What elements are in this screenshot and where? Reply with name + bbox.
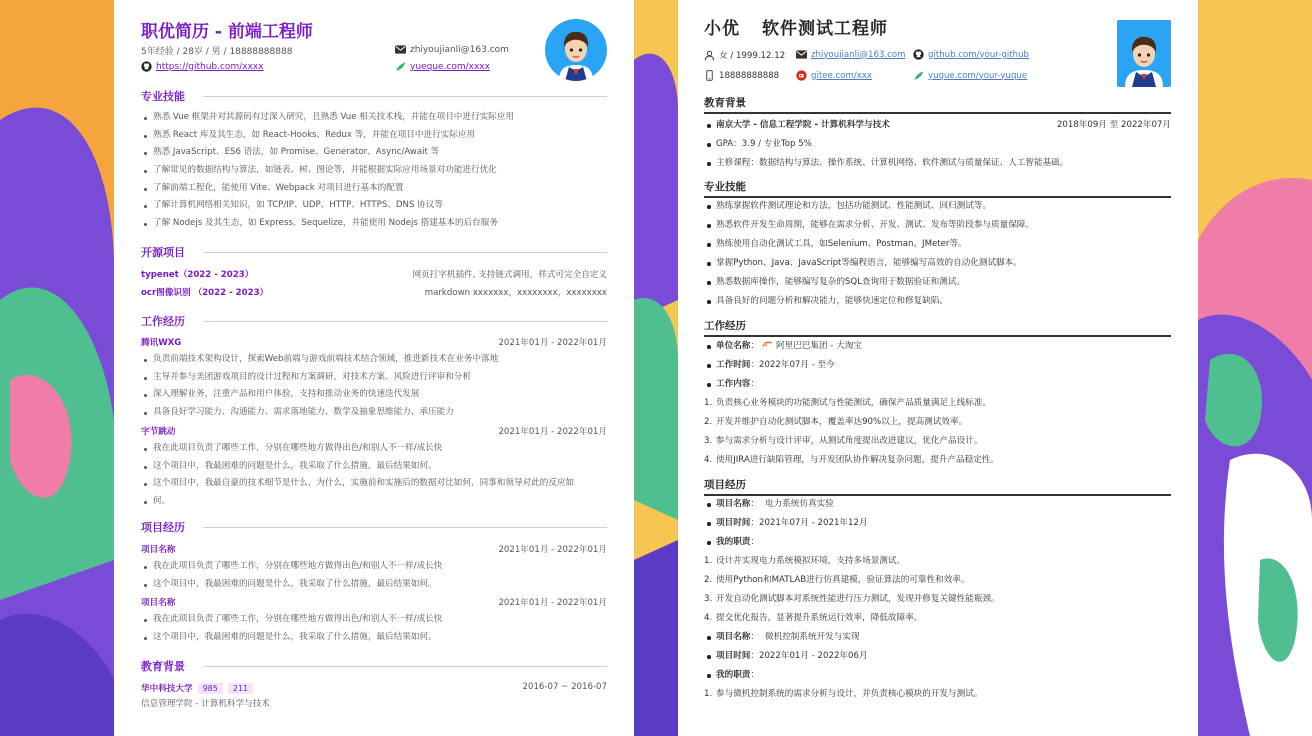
list-item: 了解 Nodejs 及其生态，如 Express、Sequelize，并能使用 Nodejs 搭建基本的后台服务	[141, 215, 514, 233]
list-item: 这个项目中，我最困难的问题是什么，我采取了什么措施，最后结果如何。	[141, 458, 574, 476]
list-item: 熟悉 React 库及其生态，如 React-Hooks、Redux 等，并能在项目中进行实际应用	[141, 127, 514, 145]
github-link[interactable]: github.com/your-github	[928, 49, 1029, 60]
list-item: 工作时间：2022年07月 - 至今	[704, 356, 1171, 375]
project-time: 2022年01月 - 2022年06月	[759, 651, 868, 661]
list-item	[704, 116, 1171, 135]
section-title: 开源项目	[141, 246, 185, 259]
gitee-icon	[796, 70, 807, 81]
section-projects: 项目经历	[704, 477, 1171, 496]
section-divider	[203, 666, 607, 667]
yuque-icon	[395, 61, 406, 72]
project-name: 电力系统仿真实验	[765, 499, 834, 509]
project-name: 项目名称	[141, 598, 176, 608]
list-item: 我在此项目负责了哪些工作，分别在哪些地方做得出色/和别人不一样/成长快	[141, 558, 442, 576]
work-list	[141, 440, 574, 511]
section-projects	[141, 519, 607, 535]
skills-list	[141, 109, 514, 233]
school-name: 南京大学 - 信息工程学院 - 计算机科学与技术	[716, 120, 890, 130]
numbered-item: 2. 使用Python和MATLAB进行仿真建模，验证算法的可靠性和效率。	[704, 575, 970, 585]
resume-title: 职优简历 - 前端工程师	[141, 22, 313, 42]
list-item: 项目名称： 微机控制系统开发与实现	[704, 628, 1171, 647]
list-item: 具备良好的问题分析和解决能力，能够快速定位和修复缺陷。	[704, 292, 1171, 311]
item-text: 设计并实现电力系统模拟环境，支持多场景测试。	[716, 556, 906, 566]
section-open-source	[141, 244, 607, 260]
item-text: 提交优化报告，显著提升系统运行效率，降低故障率。	[716, 613, 923, 623]
field-label: 单位名称	[716, 341, 751, 351]
list-item: 深入理解业务，注重产品和用户体验，支持和推动业务的快速迭代发展	[141, 386, 498, 404]
project-desc: 网页打字机插件, 支持链式调用，样式可完全自定义	[412, 270, 607, 280]
item-text: 负责核心业务模块的功能测试与性能测试，确保产品质量满足上线标准。	[716, 398, 992, 408]
resume-title	[704, 14, 888, 39]
github-link[interactable]: https://github.com/xxxx	[156, 61, 264, 72]
project-date: 2021年01月 - 2022年01月	[498, 545, 607, 555]
numbered-item: 1. 设计并实现电力系统模拟环境，支持多场景测试。	[704, 556, 906, 566]
education-major-row	[141, 697, 607, 709]
mail-icon	[395, 44, 406, 55]
school-name	[141, 682, 253, 694]
list-item: 我的职责：	[704, 666, 1171, 685]
user-icon	[704, 50, 715, 61]
project-list	[141, 611, 442, 646]
gender-birth-contact	[704, 49, 785, 61]
phone-text: 18888888888	[719, 70, 780, 81]
skills-list	[704, 197, 1171, 311]
list-item: 工作内容：	[704, 375, 1171, 394]
numbered-item: 4. 使用JIRA进行缺陷管理，与开发团队协作解决复杂问题，提升产品稳定性。	[704, 455, 999, 465]
open-source-row	[141, 286, 607, 298]
section-title: 项目经历	[141, 521, 185, 534]
yuque-link[interactable]: yuque.com/your-yuque	[928, 70, 1028, 81]
project-name: typenet（2022 - 2023）	[141, 270, 254, 280]
field-label: 项目时间	[716, 651, 751, 661]
open-source-row	[141, 268, 607, 280]
list-item: 我在此项目负责了哪些工作，分别在哪些地方做得出色/和别人不一样/成长快	[141, 440, 574, 458]
list-item: 熟悉 Vue 框架并对其源码有过深入研究，且熟悉 Vue 相关技术栈，并能在项目中进行实际应用	[141, 109, 514, 127]
field-label: 工作内容	[716, 379, 751, 389]
project-date: 2021年01月 - 2022年01月	[498, 598, 607, 608]
avatar	[545, 19, 607, 81]
list-item: 单位名称： 阿里巴巴集团 - 大淘宝	[704, 337, 1171, 356]
gitee-contact	[796, 70, 872, 81]
tag-badge: 985	[198, 683, 223, 694]
work-entry-header	[141, 336, 607, 348]
yuque-contact	[913, 70, 1027, 81]
github-icon	[141, 61, 152, 72]
avatar-illustration	[1117, 20, 1171, 87]
project-name: ocr图像识别 （2022 - 2023）	[141, 288, 269, 298]
field-label: 工作时间	[716, 360, 751, 370]
section-divider	[203, 321, 607, 322]
list-item: 熟练使用自动化测试工具，如Selenium、Postman、JMeter等。	[704, 235, 1171, 254]
avatar-illustration	[545, 19, 607, 81]
list-item: 这个项目中，我最困难的问题是什么，我采取了什么措施，最后结果如何。	[141, 629, 442, 647]
section-divider	[203, 527, 607, 528]
list-item: 项目名称： 电力系统仿真实验	[704, 495, 1171, 514]
field-label: 项目名称	[716, 499, 751, 509]
section-work: 工作经历	[704, 318, 1171, 337]
resume-right	[678, 0, 1198, 736]
project-entry-header	[141, 543, 607, 555]
company-name: 腾讯WXG	[141, 338, 182, 348]
numbered-item: 3. 参与需求分析与设计评审，从测试角度提出改进建议，优化产品设计。	[704, 436, 983, 446]
list-item: GPA：3.9 / 专业Top 5%	[704, 135, 1171, 154]
email-text: zhiyoujianli@163.com	[410, 44, 509, 55]
item-text: 使用Python和MATLAB进行仿真建模，验证算法的可靠性和效率。	[716, 575, 970, 585]
item-text: 参与微机控制系统的需求分析与设计，并负责核心模块的开发与测试。	[716, 689, 983, 699]
item-text: 参与需求分析与设计评审，从测试角度提出改进建议，优化产品设计。	[716, 436, 983, 446]
numbered-item: 2. 开发并维护自动化测试脚本，覆盖率达90%以上，提高测试效率。	[704, 417, 968, 427]
gitee-link[interactable]: gitee.com/xxx	[811, 70, 873, 81]
job-title: 软件测试工程师	[762, 19, 888, 39]
basic-info: 5年经验 / 28岁 / 男 / 18888888888	[141, 47, 293, 57]
list-item: 熟悉数据库操作，能够编写复杂的SQL查询用于数据验证和测试。	[704, 273, 1171, 292]
list-item: 了解计算机网络相关知识，如 TCP/IP、UDP、HTTP、HTTPS、DNS 协议等	[141, 197, 514, 215]
list-item-continued: 何。	[141, 493, 574, 511]
email-contact	[395, 44, 509, 55]
education-list	[704, 116, 1171, 173]
numbered-item: 3. 开发自动化测试脚本对系统性能进行压力测试，发现并修复关键性能瓶颈。	[704, 594, 1000, 604]
phone-icon	[704, 70, 715, 81]
section-title: 专业技能	[141, 90, 185, 103]
github-icon	[913, 49, 924, 60]
work-time: 2022年07月 - 至今	[759, 360, 835, 370]
company-name: 阿里巴巴集团 - 大淘宝	[776, 341, 862, 351]
education-date: 2016-07 ~ 2016-07	[522, 682, 607, 692]
person-name: 小优	[704, 19, 740, 39]
list-item: 了解前端工程化，能使用 Vite、Webpack 对项目进行基本的配置	[141, 180, 514, 198]
list-item: 熟练掌握软件测试理论和方法，包括功能测试、性能测试、回归测试等。	[704, 197, 1171, 216]
list-item: 掌握Python、Java、JavaScript等编程语言，能够编写高效的自动化测试脚本。	[704, 254, 1171, 273]
item-text: 开发并维护自动化测试脚本，覆盖率达90%以上，提高测试效率。	[716, 417, 968, 427]
list-item: 熟悉软件开发生命周期，能够在需求分析、开发、测试、发布等阶段参与质量保障。	[704, 216, 1171, 235]
work-list	[704, 337, 1171, 470]
numbered-item: 1. 参与微机控制系统的需求分析与设计，并负责核心模块的开发与测试。	[704, 689, 983, 699]
tag-badge: 211	[228, 683, 253, 694]
section-divider	[203, 96, 607, 97]
company-name: 字节跳动	[141, 427, 176, 437]
alibaba-logo-icon	[762, 339, 773, 350]
list-item: 这个项目中，我最自豪的技术细节是什么，为什么，实施前和实施后的数据对比如何，同事和领导对此的反应如	[141, 475, 574, 493]
mail-icon	[796, 49, 807, 60]
section-work	[141, 313, 607, 329]
work-date: 2021年01月 - 2022年01月	[498, 338, 607, 348]
education-major: 信息管理学院 - 计算机科学与技术	[141, 699, 270, 709]
education-header	[141, 682, 607, 694]
education-date: 2018年09月 至 2022年07月	[1056, 120, 1171, 130]
field-label: 项目时间	[716, 518, 751, 528]
resume-left	[114, 0, 634, 736]
yuque-icon	[913, 70, 924, 81]
section-title: 教育背景	[141, 660, 185, 673]
github-contact	[141, 61, 264, 72]
avatar	[1117, 20, 1171, 87]
list-item: 主导并参与美团游戏项目的设计过程和方案调研，对技术方案、风险进行评审和分析	[141, 369, 498, 387]
project-name: 项目名称	[141, 545, 176, 555]
project-entry-header	[141, 596, 607, 608]
field-label: 项目名称	[716, 632, 751, 642]
item-text: 使用JIRA进行缺陷管理，与开发团队协作解决复杂问题，提升产品稳定性。	[716, 455, 999, 465]
numbered-item: 1. 负责核心业务模块的功能测试与性能测试，确保产品质量满足上线标准。	[704, 398, 992, 408]
list-item: 负责前端技术架构设计，探索Web前端与游戏前端技术结合领域，推进新技术在业务中落地	[141, 351, 498, 369]
project-name: 微机控制系统开发与实现	[765, 632, 860, 642]
list-item: 这个项目中，我最困难的问题是什么，我采取了什么措施，最后结果如何。	[141, 576, 442, 594]
list-item: 了解常见的数据结构与算法，如链表、树、图论等，并能根据实际应用场景对功能进行优化	[141, 162, 514, 180]
numbered-item: 4. 提交优化报告，显著提升系统运行效率，降低故障率。	[704, 613, 923, 623]
list-item: 具备良好学习能力、沟通能力、需求落地能力、数学及抽象思维能力、承压能力	[141, 404, 498, 422]
work-date: 2021年01月 - 2022年01月	[498, 427, 607, 437]
project-list	[141, 558, 442, 593]
item-text: 开发自动化测试脚本对系统性能进行压力测试，发现并修复关键性能瓶颈。	[716, 594, 1000, 604]
phone-contact	[704, 70, 779, 81]
project-desc: markdown xxxxxxx，xxxxxxxx，xxxxxxxx	[424, 288, 607, 298]
field-label: 我的职责	[716, 537, 751, 547]
list-item: 我的职责：	[704, 533, 1171, 552]
section-education	[141, 658, 607, 674]
work-list	[141, 351, 498, 422]
section-skills: 专业技能	[704, 179, 1171, 198]
work-entry-header	[141, 425, 607, 437]
project-time: 2021年07月 - 2021年12月	[759, 518, 868, 528]
list-item: 项目时间：2022年01月 - 2022年06月	[704, 647, 1171, 666]
section-education: 教育背景	[704, 95, 1171, 114]
list-item: 熟悉 JavaScript、ES6 语法，如 Promise、Generator、Async/Await 等	[141, 144, 514, 162]
school-text: 华中科技大学	[141, 684, 193, 694]
gender-birth-text: 女 / 1999.12.12	[719, 51, 786, 61]
list-item: 主修课程：数据结构与算法、操作系统、计算机网络、软件测试与质量保证、人工智能基础。	[704, 154, 1171, 173]
projects-list	[704, 495, 1171, 704]
github-contact	[913, 49, 1029, 60]
field-label: 我的职责	[716, 670, 751, 680]
section-title: 工作经历	[141, 315, 185, 328]
yuque-contact	[395, 61, 490, 72]
email-link[interactable]: zhiyoujianli@163.com	[811, 49, 906, 60]
yuque-link[interactable]: yueque.com/xxxx	[410, 61, 490, 72]
list-item: 我在此项目负责了哪些工作，分别在哪些地方做得出色/和别人不一样/成长快	[141, 611, 442, 629]
email-contact	[796, 49, 905, 60]
list-item: 项目时间：2021年07月 - 2021年12月	[704, 514, 1171, 533]
section-divider	[203, 252, 607, 253]
section-skills	[141, 88, 607, 104]
